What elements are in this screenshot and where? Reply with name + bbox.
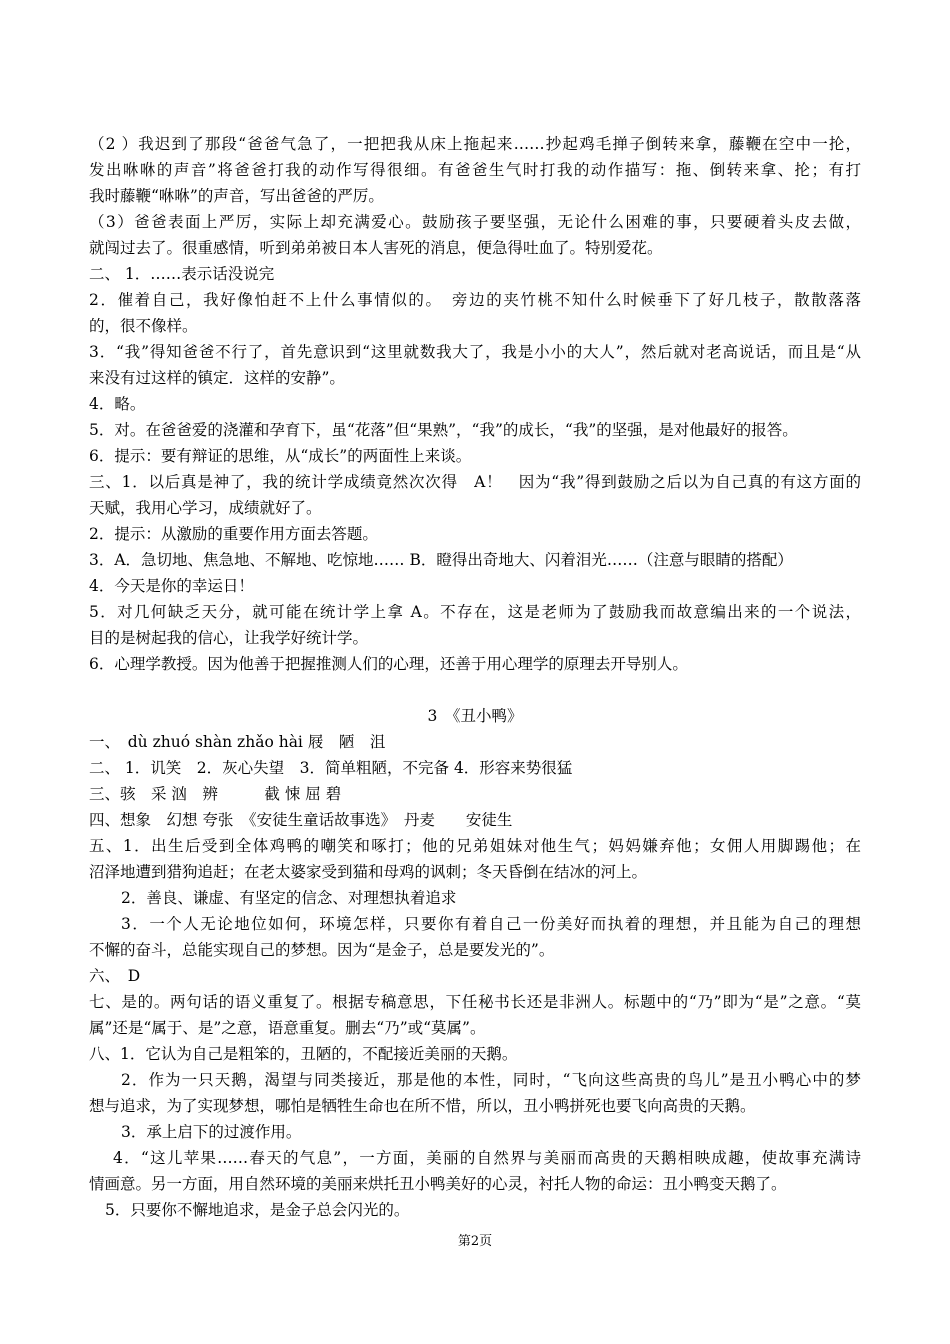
text-line: 来没有过这样的镇定．这样的安静”。 [89,369,345,387]
paragraph-p4 [89,287,861,339]
text-line: 二、 1．讥笑 2．灰心失望 3．简单粗陋，不完备 4．形容来势很猛 [89,759,573,777]
text-line: 2．提示：从激励的重要作用方面去答题。 [89,525,378,543]
text-line: 情画意。另一方面，用自然环境的美丽来烘托丑小鸭美好的心灵，衬托人物的命运：丑小鸭变天鹅了。 [89,1175,787,1193]
text-line: 四、想象 幻想 夸张 《安徒生童话故事选》 丹麦 安徒生 [89,811,513,829]
text-line: 天赋，我用心学习，成绩就好了。 [89,499,322,517]
text-line: 的，很不像样。 [89,317,198,335]
text-line: （3）爸爸表面上严厉，实际上却充满爱心。鼓励孩子要坚强，无论什么困难的事，只要硬着头皮去做， [89,213,861,231]
lesson-title: 3 《丑小鸭》 [427,707,523,725]
text-line: 三、1．以后真是神了，我的统计学成绩竟然次次得 A！ 因为“我”得到鼓励之后以为自己真的有这方面的 [89,473,861,491]
spacer [89,677,861,703]
text-line: 想与追求，为了实现梦想，哪怕是牺牲生命也在所不惜，所以，丑小鸭拼死也要飞向高贵的天鹅。 [89,1097,756,1115]
text-line: 5．只要你不懈地追求，是金子总会闪光的。 [105,1201,410,1219]
paragraph-p13 [89,599,861,651]
paragraph-p20 [89,833,861,885]
paragraph-p2 [89,209,861,261]
text-line: 3．A．急切地、焦急地、不解地、吃惊地…… B．瞪得出奇地大、闪着泪光……（注意与眼睛的搭配） [89,551,793,569]
text-line: 5．对几何缺乏天分，就可能在统计学上拿 A。不存在，这是老师为了鼓励我而故意编出来的一个说法， [89,603,861,621]
paragraph-p1 [89,131,861,209]
page-number: 第2页 [457,1234,493,1249]
text-line: 3．“我”得知爸爸不行了，首先意识到“这里就数我大了，我是小小的大人”，然后就对老高说话，而且是“从 [89,343,861,361]
text-line: 七、是的。两句话的语义重复了。根据专稿意思，下任秘书长还是非洲人。标题中的“乃”即为“是”之意。“莫 [89,993,861,1011]
text-line: 八、1．它认为自己是粗笨的，丑陋的，不配接近美丽的天鹅。 [89,1045,518,1063]
text-line: 属”还是“属于、是”之意，语意重复。删去“乃”或“莫属”。 [89,1019,486,1037]
text-line: 2．善良、谦虚、有坚定的信念、对理想执着追求 [121,889,457,907]
text-line: 就闯过去了。很重感情，听到弟弟被日本人害死的消息，便急得吐血了。特别爱花。 [89,239,663,257]
text-line: 3．承上启下的过渡作用。 [121,1123,302,1141]
text-line: 4．今天是你的幸运日！ [89,577,254,595]
text-line: 4．“这儿苹果……春天的气息”，一方面，美丽的自然界与美丽而高贵的天鹅相映成趣，使故事充满诗 [113,1149,861,1167]
text-line: 一、 dù zhuó shàn zhǎo hài 屐 陋 沮 [89,733,386,751]
text-line: 五、1．出生后受到全体鸡鸭的嘲笑和啄打；他的兄弟姐妹对他生气；妈妈嫌弃他；女佣人用脚踢他；在 [89,837,861,855]
text-line: 6．心理学教授。因为他善于把握推测人们的心理，还善于用心理学的原理去开导别人。 [89,655,688,673]
text-line: 三、骇 采 汹 辨 截 悚 屈 碧 [89,785,342,803]
paragraph-p26 [89,1067,861,1119]
text-line: 5．对。在爸爸爱的浇灌和孕育下，虽“花落”但“果熟”，“我”的成长，“我”的坚强，是对他最好的报答。 [89,421,798,439]
paragraph-p22 [89,911,861,963]
text-line: 沼泽地遭到猎狗追赶；在老太婆家受到猫和母鸡的讽刺；冬天昏倒在结冰的河上。 [89,863,648,881]
text-line: 6．提示：要有辩证的思维，从“成长”的两面性上来谈。 [89,447,472,465]
section-two-heading: 二、 1．……表示话没说完 [89,265,275,283]
text-line: （2 ）我迟到了那段“爸爸气急了，一把把我从床上拖起来……抄起鸡毛掸子倒转来拿，藤鞭在空中一抡， [89,135,861,153]
paragraph-p28 [89,1145,861,1197]
text-line: 4．略。 [89,395,146,413]
text-line: 六、 D [89,967,141,985]
text-line: 3．一个人无论地位如何，环境怎样，只要你有着自己一份美好而执着的理想，并且能为自己的理想 [121,915,861,933]
text-line: 目的是树起我的信心，让我学好统计学。 [89,629,369,647]
answer-content [89,131,861,1223]
paragraph-p24 [89,989,861,1041]
text-line: 我时藤鞭“咻咻”的声音，写出爸爸的严厉。 [89,187,384,205]
paragraph-p9 [89,469,861,521]
text-line: 2．催着自己，我好像怕赶不上什么事情似的。 旁边的夹竹桃不知什么时候垂下了好几枝子，散散落落 [89,291,861,309]
text-line: 不懈的奋斗，总能实现自己的梦想。因为“是金子，总是要发光的”。 [89,941,555,959]
text-line: 2．作为一只天鹅，渴望与同类接近，那是他的本性，同时，“飞向这些高贵的鸟儿”是丑小鸭心中的梦 [121,1071,861,1089]
text-line: 发出咻咻的声音”将爸爸打我的动作写得很细。有爸爸生气时打我的动作描写：拖、倒转来拿、抡；有打 [89,161,861,179]
paragraph-p5 [89,339,861,391]
